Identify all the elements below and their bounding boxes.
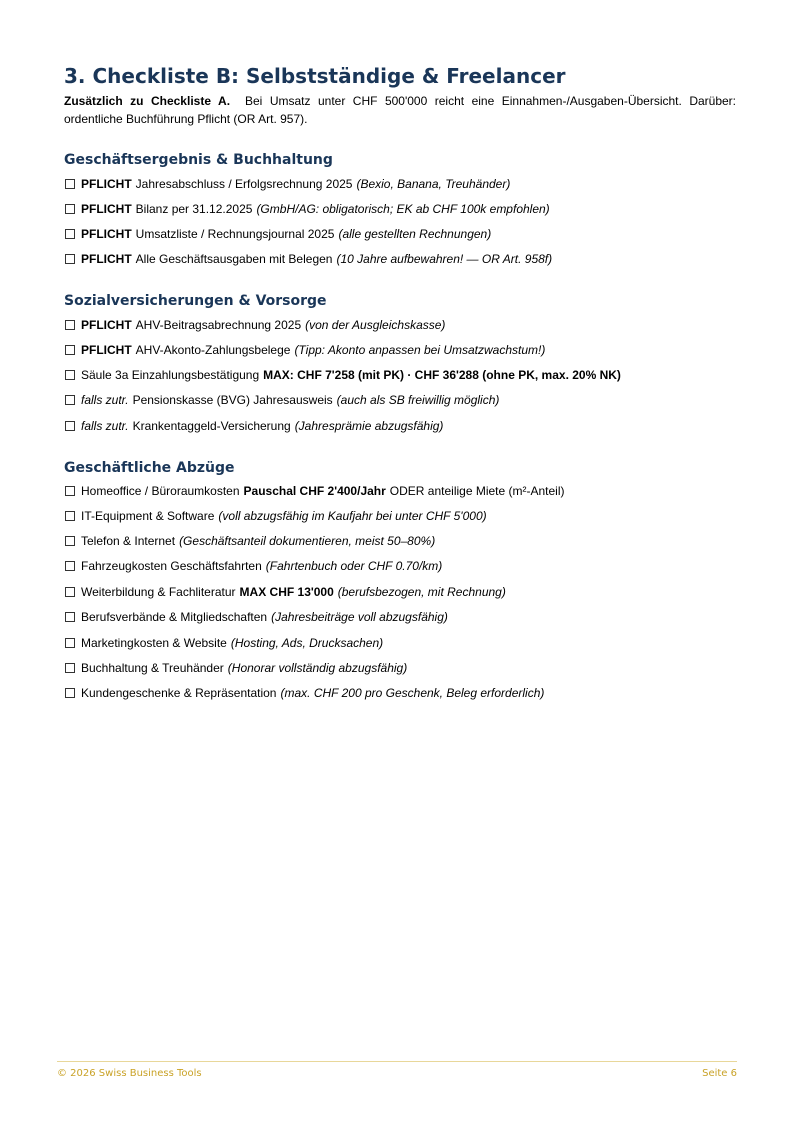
- checkbox-icon[interactable]: [65, 395, 75, 405]
- section-heading-sozialversicherungen: Sozialversicherungen & Vorsorge: [64, 293, 327, 309]
- checklist-item[interactable]: [65, 176, 765, 192]
- checkbox-icon[interactable]: [65, 663, 75, 673]
- item-label: IT-Equipment & Software: [81, 509, 215, 523]
- footer-copyright: © 2026 Swiss Business Tools: [57, 1068, 202, 1079]
- footer-divider: [57, 1061, 737, 1062]
- checklist-item[interactable]: [65, 367, 765, 383]
- checkbox-icon[interactable]: [65, 229, 75, 239]
- item-label: AHV-Akonto-Zahlungsbelege: [135, 343, 291, 357]
- checklist-item[interactable]: [65, 392, 765, 408]
- checklist-item[interactable]: [65, 533, 765, 549]
- checkbox-icon[interactable]: [65, 345, 75, 355]
- item-label: Buchhaltung & Treuhänder: [81, 661, 224, 675]
- item-suffix: ODER anteilige Miete (m²-Anteil): [389, 484, 565, 498]
- item-label: Homeoffice / Büroraumkosten: [81, 484, 240, 498]
- checklist-item[interactable]: [65, 342, 765, 358]
- item-label: Alle Geschäftsausgaben mit Belegen: [135, 252, 333, 266]
- footer-page-number: Seite 6: [702, 1068, 737, 1079]
- item-tag: PFLICHT: [81, 318, 132, 332]
- item-note: (Jahresbeiträge voll abzugsfähig): [271, 610, 448, 624]
- checkbox-icon[interactable]: [65, 254, 75, 264]
- checkbox-icon[interactable]: [65, 421, 75, 431]
- checklist-item[interactable]: [65, 685, 765, 701]
- item-label: Jahresabschluss / Erfolgsrechnung 2025: [135, 177, 353, 191]
- checkbox-icon[interactable]: [65, 638, 75, 648]
- item-note: (von der Ausgleichskasse): [305, 318, 446, 332]
- intro-paragraph: [64, 92, 736, 128]
- checklist-item[interactable]: [65, 635, 765, 651]
- checklist-item[interactable]: [65, 317, 765, 333]
- item-tag: PFLICHT: [81, 227, 132, 241]
- item-note: (GmbH/AG: obligatorisch; EK ab CHF 100k empfohlen): [256, 202, 550, 216]
- item-label: Telefon & Internet: [81, 534, 176, 548]
- item-highlight: MAX: CHF 7'258 (mit PK) · CHF 36'288 (ohne PK, max. 20% NK): [263, 368, 621, 382]
- checkbox-icon[interactable]: [65, 320, 75, 330]
- checkbox-icon[interactable]: [65, 688, 75, 698]
- item-note: (voll abzugsfähig im Kaufjahr bei unter CHF 5'000): [218, 509, 487, 523]
- item-note: (Geschäftsanteil dokumentieren, meist 50–80%): [179, 534, 436, 548]
- checkbox-icon[interactable]: [65, 179, 75, 189]
- checklist-item[interactable]: [65, 584, 765, 600]
- checkbox-icon[interactable]: [65, 536, 75, 546]
- checklist-item[interactable]: [65, 418, 765, 434]
- checkbox-icon[interactable]: [65, 204, 75, 214]
- section-heading-buchhaltung: Geschäftsergebnis & Buchhaltung: [64, 152, 333, 168]
- checkbox-icon[interactable]: [65, 486, 75, 496]
- item-highlight: MAX CHF 13'000: [239, 585, 334, 599]
- item-label: Berufsverbände & Mitgliedschaften: [81, 610, 268, 624]
- item-note: (Fahrtenbuch oder CHF 0.70/km): [265, 559, 443, 573]
- item-prefix: falls zutr.: [81, 419, 129, 433]
- item-note: (max. CHF 200 pro Geschenk, Beleg erforderlich): [280, 686, 545, 700]
- item-label: Säule 3a Einzahlungsbestätigung: [81, 368, 260, 382]
- item-tag: PFLICHT: [81, 252, 132, 266]
- checklist-item[interactable]: [65, 201, 765, 217]
- item-note: (alle gestellten Rechnungen): [338, 227, 492, 241]
- item-label: AHV-Beitragsabrechnung 2025: [135, 318, 302, 332]
- intro-text: Bei Umsatz unter CHF 500'000 reicht eine Einnahmen-/Ausgaben-Übersicht. Darüber: ordentliche Buchführung Pflicht (OR Art. 957).: [64, 94, 737, 126]
- item-note: (Bexio, Banana, Treuhänder): [356, 177, 511, 191]
- item-tag: PFLICHT: [81, 177, 132, 191]
- item-note: (Jahresprämie abzugsfähig): [294, 419, 444, 433]
- item-note: (Hosting, Ads, Drucksachen): [230, 636, 384, 650]
- item-prefix: falls zutr.: [81, 393, 129, 407]
- item-note: (auch als SB freiwillig möglich): [336, 393, 500, 407]
- item-label: Marketingkosten & Website: [81, 636, 227, 650]
- checklist-item[interactable]: [65, 609, 765, 625]
- item-note: (Honorar vollständig abzugsfähig): [227, 661, 408, 675]
- item-label: Pensionskasse (BVG) Jahresausweis: [132, 393, 333, 407]
- item-label: Fahrzeugkosten Geschäftsfahrten: [81, 559, 262, 573]
- intro-bold: Zusätzlich zu Checkliste A.: [64, 94, 231, 108]
- checkbox-icon[interactable]: [65, 612, 75, 622]
- item-label: Krankentaggeld-Versicherung: [132, 419, 291, 433]
- item-note: (10 Jahre aufbewahren! — OR Art. 958f): [336, 252, 553, 266]
- checkbox-icon[interactable]: [65, 561, 75, 571]
- checkbox-icon[interactable]: [65, 511, 75, 521]
- checkbox-icon[interactable]: [65, 587, 75, 597]
- checklist-item[interactable]: [65, 508, 765, 524]
- section-heading-abzuege: Geschäftliche Abzüge: [64, 460, 235, 476]
- page-title: 3. Checkliste B: Selbstständige & Freelancer: [64, 64, 566, 88]
- checkbox-icon[interactable]: [65, 370, 75, 380]
- checklist-item[interactable]: [65, 226, 765, 242]
- item-note: (Tipp: Akonto anpassen bei Umsatzwachstum!): [294, 343, 546, 357]
- checklist-item[interactable]: [65, 251, 765, 267]
- item-note: (berufsbezogen, mit Rechnung): [337, 585, 506, 599]
- item-tag: PFLICHT: [81, 202, 132, 216]
- checklist-item[interactable]: [65, 660, 765, 676]
- item-label: Kundengeschenke & Repräsentation: [81, 686, 277, 700]
- checklist-item[interactable]: [65, 483, 765, 499]
- item-label: Weiterbildung & Fachliteratur: [81, 585, 236, 599]
- item-label: Umsatzliste / Rechnungsjournal 2025: [135, 227, 335, 241]
- item-label: Bilanz per 31.12.2025: [135, 202, 253, 216]
- checklist-item[interactable]: [65, 558, 765, 574]
- item-tag: PFLICHT: [81, 343, 132, 357]
- item-highlight: Pauschal CHF 2'400/Jahr: [243, 484, 386, 498]
